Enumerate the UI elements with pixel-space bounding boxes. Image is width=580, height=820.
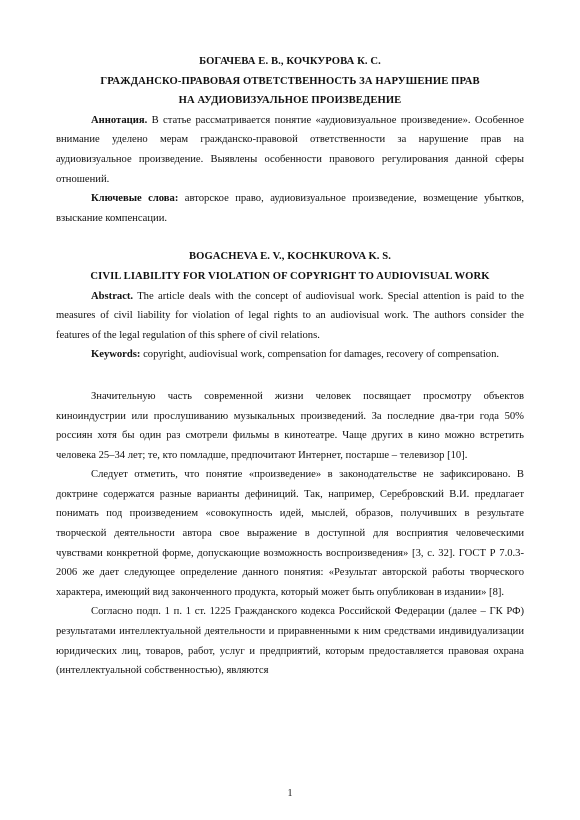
en-keywords [56,345,524,365]
spacer [56,228,524,247]
en-abstract-text: The article deals with the concept of audiovisual work. Special attention is paid to the measures of civil liability for violation of legal rights to an audiovisual work. The authors consider the features of the legal regulation of this sphere of civil relations. [56,290,524,341]
ru-abstract [56,111,524,189]
ru-authors: БОГАЧЕВА Е. В., КОЧКУРОВА К. С. [199,56,381,67]
body-paragraph-1: Значительную часть современной жизни человек посвящает просмотру объектов киноиндустрии или прослушиванию музыкальных произведений. За последние два-три года 50% россиян хотя бы один раз смотрели фильмы в кинотеатре. Чаще других в кино можно встретить человека 25–34 лет; те, кто помладше, предпочитают Интернет, постарше – телевизор [10]. [56,390,524,461]
en-abstract-label: Abstract. [91,290,134,302]
en-authors: BOGACHEVA E. V., KOCHKUROVA K. S. [188,251,392,263]
page-number: 1 [287,788,293,799]
ru-abstract-label: Аннотация. [91,114,148,126]
body-paragraph-2: Следует отметить, что понятие «произведение» в законодательстве не зафиксировано. В доктрине содержатся разные варианты дефиниций. Так, например, Серебровский В.И. предлагает понимать под произведением «совокупность идей, мыслей, образов, получивших в результате творческой деятельности автора свое выражение в доступной для восприятия человеческими чувствами конкретной форме, допускающие возможность воспроизведения» [3, с. 32]. ГОСТ Р 7.0.3-2006 же дает следующее определение данного понятия: «Результат авторской работы творческого характера, имеющий вид законченного продукта, который может быть опубликован в издании» [8]. [56,469,524,598]
en-keywords-label: Keywords: [91,349,141,361]
spacer [56,365,524,387]
en-abstract [56,287,524,346]
ru-keywords [56,189,524,228]
ru-abstract-text: В статье рассматривается понятие «аудиовизуальное произведение». Особенное внимание уделено мерам гражданско-правовой ответственности за нарушение прав на аудиовизуальное произведение. Выявлены особенности правового регулирования данной сферы отношений. [56,114,524,185]
ru-title-line-2: НА АУДИОВИЗУАЛЬНОЕ ПРОИЗВЕДЕНИЕ [178,95,402,107]
en-title: CIVIL LIABILITY FOR VIOLATION OF COPYRIGHT TO AUDIOVISUAL WORK [90,270,490,282]
en-keywords-text: copyright, audiovisual work, compensation for damages, recovery of compensation. [140,349,500,361]
ru-keywords-text: авторское право, аудиовизуальное произведение, возмещение убытков, взыскание компенсации. [56,193,524,224]
ru-keywords-label: Ключевые слова: [91,193,179,205]
page-content [56,52,524,681]
ru-title-line-1: ГРАЖДАНСКО-ПРАВОВАЯ ОТВЕТСТВЕННОСТЬ ЗА НАРУШЕНИЕ ПРАВ [100,75,480,87]
body-paragraph-3: Согласно подп. 1 п. 1 ст. 1225 Гражданского кодекса Российской Федерации (далее – ГК РФ) результатами интеллектуальной деятельности и приравненными к ним средствами индивидуализации юридических лиц, товаров, работ, услуг и предприятий, которым предоставляется правовая охрана (интеллектуальной собственностью), являются [56,606,524,677]
